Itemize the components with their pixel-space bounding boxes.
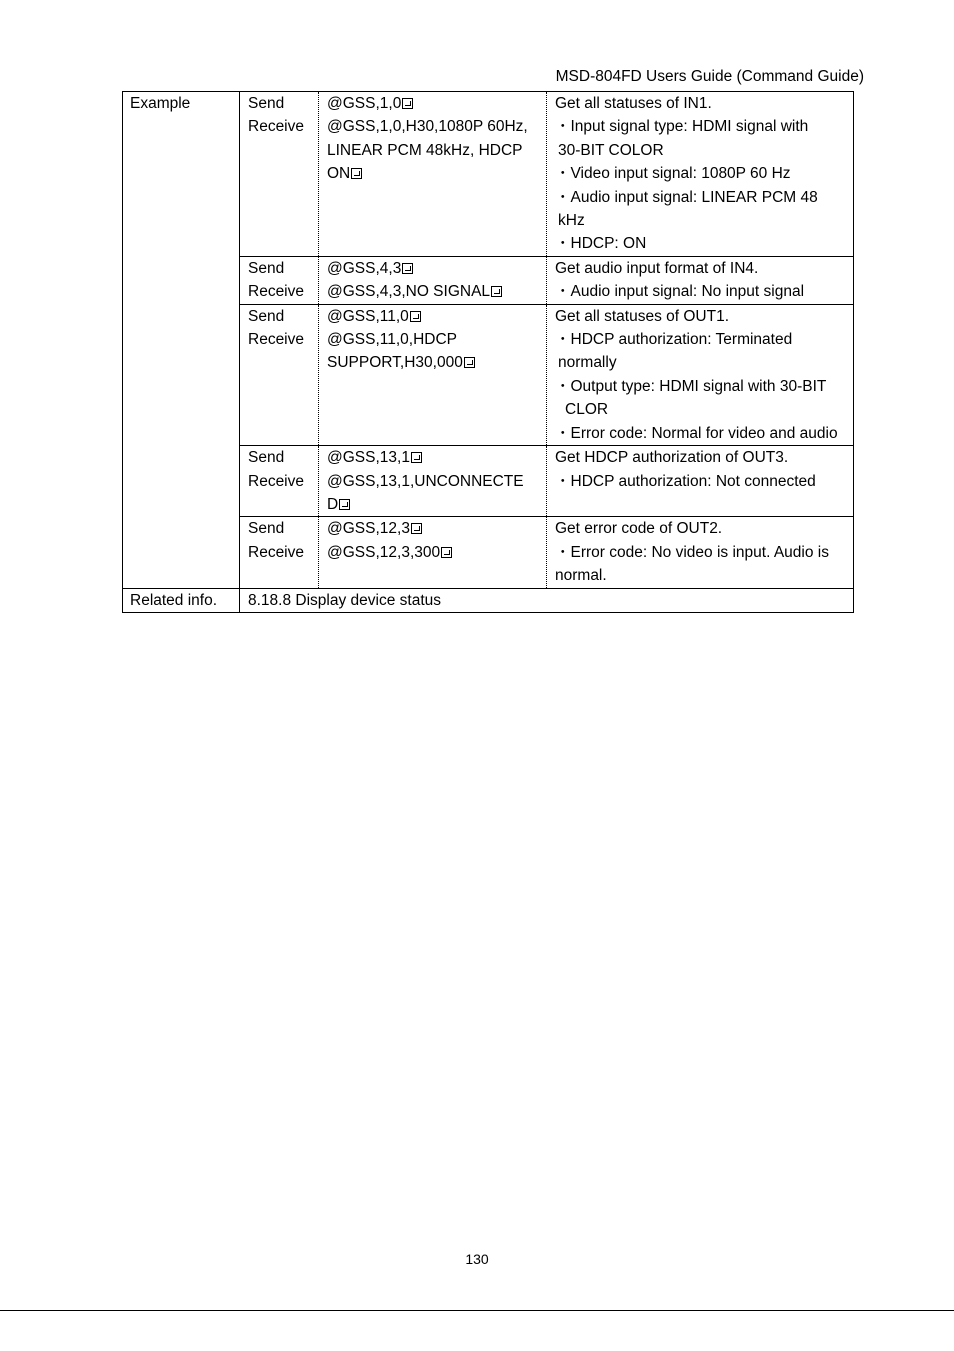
command-line: @GSS,1,0 bbox=[327, 92, 546, 115]
send-label: Send bbox=[248, 259, 285, 277]
footer-rule bbox=[0, 1310, 954, 1311]
carriage-return-icon bbox=[411, 452, 422, 463]
description-line: Get error code of OUT2. bbox=[555, 520, 723, 538]
example-label: Example bbox=[123, 92, 240, 589]
response-line: LINEAR PCM 48kHz, HDCP bbox=[327, 141, 523, 159]
carriage-return-icon bbox=[351, 168, 362, 179]
response-line: @GSS,12,3,300 bbox=[327, 541, 546, 564]
receive-label: Receive bbox=[248, 283, 304, 301]
page-number: 130 bbox=[465, 1251, 489, 1267]
command-cell bbox=[319, 256, 547, 304]
command-line: @GSS,12,3 bbox=[327, 517, 546, 540]
send-label: Send bbox=[248, 95, 285, 112]
description-line: Get audio input format of IN4. bbox=[555, 259, 759, 277]
response-line: SUPPORT,H30,000 bbox=[327, 351, 546, 374]
description-line: Get all statuses of OUT1. bbox=[555, 307, 730, 325]
description-line: kHz bbox=[558, 212, 585, 230]
description-line: Get HDCP authorization of OUT3. bbox=[555, 449, 789, 467]
direction-cell bbox=[240, 304, 319, 445]
related-info-value: 8.18.8 Display device status bbox=[240, 588, 854, 612]
description-line: Get all statuses of IN1. bbox=[555, 95, 712, 112]
description-line: ・Input signal type: HDMI signal with bbox=[555, 118, 809, 136]
description-line: ・Error code: No video is input. Audio is bbox=[555, 543, 829, 561]
related-info-label: Related info. bbox=[123, 588, 240, 612]
description-line: CLOR bbox=[565, 401, 609, 419]
send-label: Send bbox=[248, 520, 285, 538]
response-line: D bbox=[327, 493, 546, 516]
description-cell bbox=[547, 304, 854, 445]
page-header-title: MSD-804FD Users Guide (Command Guide) bbox=[555, 68, 864, 85]
command-example-table bbox=[122, 91, 854, 613]
response-line: ON bbox=[327, 162, 546, 185]
description-cell bbox=[547, 446, 854, 517]
command-line: @GSS,11,0 bbox=[327, 305, 546, 328]
description-line: normally bbox=[558, 354, 617, 372]
direction-cell bbox=[240, 517, 319, 588]
description-line: ・Audio input signal: LINEAR PCM 48 bbox=[555, 188, 818, 206]
description-cell bbox=[547, 256, 854, 304]
response-line: @GSS,13,1,UNCONNECTE bbox=[327, 472, 524, 490]
description-line: ・HDCP authorization: Terminated bbox=[555, 331, 793, 349]
carriage-return-icon bbox=[402, 98, 413, 109]
direction-cell bbox=[240, 92, 319, 257]
description-line: ・Error code: Normal for video and audio bbox=[555, 424, 838, 442]
send-label: Send bbox=[248, 449, 285, 467]
carriage-return-icon bbox=[410, 311, 421, 322]
description-line: ・Video input signal: 1080P 60 Hz bbox=[555, 165, 791, 183]
send-label: Send bbox=[248, 307, 285, 325]
command-cell bbox=[319, 92, 547, 257]
receive-label: Receive bbox=[248, 118, 304, 136]
carriage-return-icon bbox=[441, 547, 452, 558]
description-line: ・HDCP authorization: Not connected bbox=[555, 472, 816, 490]
command-cell bbox=[319, 517, 547, 588]
direction-cell bbox=[240, 446, 319, 517]
carriage-return-icon bbox=[411, 523, 422, 534]
receive-label: Receive bbox=[248, 472, 304, 490]
description-line: 30-BIT COLOR bbox=[558, 141, 664, 159]
response-line: @GSS,1,0,H30,1080P 60Hz, bbox=[327, 118, 528, 136]
description-cell bbox=[547, 517, 854, 588]
command-line: @GSS,4,3 bbox=[327, 257, 546, 280]
receive-label: Receive bbox=[248, 331, 304, 349]
carriage-return-icon bbox=[402, 263, 413, 274]
response-line: @GSS,4,3,NO SIGNAL bbox=[327, 280, 546, 303]
direction-cell bbox=[240, 256, 319, 304]
command-cell bbox=[319, 304, 547, 445]
description-line: ・Output type: HDMI signal with 30-BIT bbox=[555, 377, 827, 395]
carriage-return-icon bbox=[464, 357, 475, 368]
table-row bbox=[123, 92, 854, 257]
receive-label: Receive bbox=[248, 543, 304, 561]
command-cell bbox=[319, 446, 547, 517]
description-line: ・HDCP: ON bbox=[555, 235, 647, 253]
command-line: @GSS,13,1 bbox=[327, 446, 546, 469]
description-line: ・Audio input signal: No input signal bbox=[555, 283, 805, 301]
response-line: @GSS,11,0,HDCP bbox=[327, 331, 458, 349]
description-line: normal. bbox=[555, 567, 607, 585]
table-row bbox=[123, 588, 854, 612]
carriage-return-icon bbox=[491, 286, 502, 297]
carriage-return-icon bbox=[339, 499, 350, 510]
description-cell bbox=[547, 92, 854, 257]
